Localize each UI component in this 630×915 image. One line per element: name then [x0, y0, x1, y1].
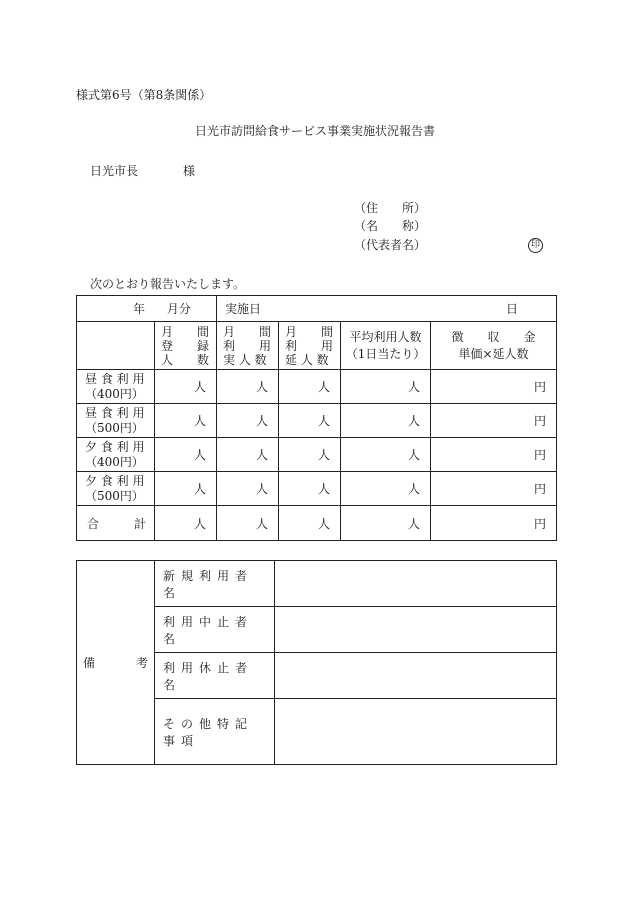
- remarks-label-a: 備: [83, 656, 96, 670]
- new-users-label: 新規利用者名: [155, 561, 275, 607]
- month-label: 月分: [166, 302, 191, 316]
- meal-label: 昼 食 利 用: [85, 371, 145, 386]
- day-label: 日: [506, 302, 519, 316]
- total-row: [77, 506, 557, 541]
- meal-price: （500円）: [85, 420, 144, 435]
- total-users-total-cell[interactable]: 人: [279, 506, 341, 541]
- total-users-cell[interactable]: 人: [279, 472, 341, 506]
- actual-users-cell[interactable]: 人: [217, 472, 279, 506]
- registered-cell[interactable]: 人: [155, 404, 217, 438]
- actual-users-cell[interactable]: 人: [217, 370, 279, 404]
- header-text: 人 数: [161, 352, 210, 367]
- average-total-cell[interactable]: 人: [341, 506, 431, 541]
- actual-users-cell[interactable]: 人: [217, 404, 279, 438]
- suspended-users-field[interactable]: [275, 653, 557, 699]
- period-cell: [77, 296, 217, 322]
- header-average: [341, 322, 431, 370]
- total-label: [77, 506, 155, 541]
- header-text: 月 間: [223, 324, 272, 339]
- discontinued-users-label: 利用中止者名: [155, 607, 275, 653]
- registered-total-cell[interactable]: 人: [155, 506, 217, 541]
- fee-cell[interactable]: 円: [431, 370, 557, 404]
- other-notes-field[interactable]: [275, 699, 557, 765]
- actual-users-cell[interactable]: 人: [217, 438, 279, 472]
- remarks-row: [77, 561, 557, 607]
- seal-icon: 印: [528, 238, 543, 253]
- remarks-header: [77, 561, 155, 765]
- report-table: [76, 295, 557, 541]
- header-text: 月 間: [285, 324, 334, 339]
- row-label: [77, 404, 155, 438]
- remarks-label-b: 考: [135, 656, 148, 670]
- header-text: 利 用: [223, 338, 272, 353]
- total-users-cell[interactable]: 人: [279, 438, 341, 472]
- sender-rep-label: （代表者名）: [354, 238, 427, 252]
- meal-label: 昼 食 利 用: [85, 405, 145, 420]
- addressee-name: 日光市長: [90, 164, 139, 178]
- remarks-table: [76, 560, 557, 765]
- total-users-cell[interactable]: 人: [279, 404, 341, 438]
- average-cell[interactable]: 人: [341, 438, 431, 472]
- header-actual-users: [217, 322, 279, 370]
- meal-label: 夕 食 利 用: [85, 439, 145, 454]
- other-notes-label: その他特記事項: [155, 699, 275, 765]
- total-label-b: 計: [133, 516, 146, 531]
- suspended-users-label: 利用休止者名: [155, 653, 275, 699]
- header-text: 単価×延人数: [458, 346, 529, 361]
- table-row: [77, 404, 557, 438]
- impl-date-label: 実施日: [225, 302, 262, 316]
- intro-text: 次のとおり報告いたします。: [90, 277, 246, 291]
- header-registered: [155, 322, 217, 370]
- table-row: [77, 370, 557, 404]
- year-label: 年: [133, 302, 146, 316]
- header-text: 徴 収 金: [451, 329, 536, 344]
- registered-cell[interactable]: 人: [155, 472, 217, 506]
- meal-price: （400円）: [85, 386, 144, 401]
- row-label: [77, 438, 155, 472]
- fee-cell[interactable]: 円: [431, 472, 557, 506]
- actual-users-total-cell[interactable]: 人: [217, 506, 279, 541]
- average-cell[interactable]: 人: [341, 404, 431, 438]
- impl-date-cell: [217, 296, 557, 322]
- registered-cell[interactable]: 人: [155, 370, 217, 404]
- header-text: 平均利用人数: [349, 329, 422, 344]
- meal-price: （500円）: [85, 488, 144, 503]
- row-label: [77, 370, 155, 404]
- table-row: [77, 438, 557, 472]
- page-title: 日光市訪問給食サービス事業実施状況報告書: [194, 124, 435, 138]
- average-cell[interactable]: 人: [341, 472, 431, 506]
- meal-price: （400円）: [85, 454, 144, 469]
- header-text: 登 録: [161, 338, 210, 353]
- fee-cell[interactable]: 円: [431, 404, 557, 438]
- header-text: 利 用: [285, 338, 334, 353]
- header-row: [77, 322, 557, 370]
- total-label-a: 合: [87, 516, 100, 531]
- new-users-field[interactable]: [275, 561, 557, 607]
- header-text: 月 間: [161, 324, 210, 339]
- header-blank: [77, 322, 155, 370]
- total-users-cell[interactable]: 人: [279, 370, 341, 404]
- seal-mark: [528, 236, 543, 253]
- row-label: [77, 472, 155, 506]
- sender-address-label: （住 所）: [354, 201, 427, 215]
- period-row: [77, 296, 557, 322]
- fee-cell[interactable]: 円: [431, 438, 557, 472]
- header-text: （1日当たり）: [345, 346, 426, 361]
- addressee-honorific: 様: [183, 164, 196, 178]
- meal-label: 夕 食 利 用: [85, 473, 145, 488]
- header-text: 実 人 数: [223, 352, 267, 367]
- header-fee: [431, 322, 557, 370]
- fee-total-cell[interactable]: 円: [431, 506, 557, 541]
- average-cell[interactable]: 人: [341, 370, 431, 404]
- sender-name-label: （名 称）: [354, 219, 427, 233]
- form-number: 様式第6号（第8条関係）: [76, 88, 212, 102]
- registered-cell[interactable]: 人: [155, 438, 217, 472]
- table-row: [77, 472, 557, 506]
- header-text: 延 人 数: [285, 352, 329, 367]
- discontinued-users-field[interactable]: [275, 607, 557, 653]
- header-total-users: [279, 322, 341, 370]
